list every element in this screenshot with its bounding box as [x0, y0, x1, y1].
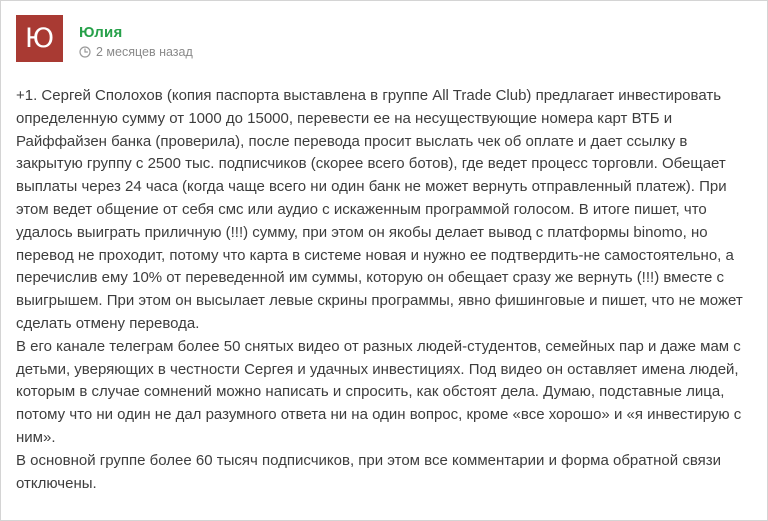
- comment-time: [79, 45, 193, 59]
- avatar[interactable]: Ю: [16, 15, 63, 62]
- clock-icon: [79, 46, 91, 58]
- comment-paragraph: +1. Сергей Сполохов (копия паспорта выставлена в группе All Trade Club) предлагает инвестировать определенную сумму от 1000 до 15000, перевести ее на несуществующие номера карт ВТБ и Райффайзен банка (проверила), после перевода просит выслать чек об оплате и дает ссылку в закрытую группу с 2500 тыс. подписчиков (скорее всего ботов), где ведет процесс торговли. Обещает выплаты через 24 часа (когда чаще всего ни один банк не может вернуть отправленный платеж). При этом ведет общение от себя смс или аудио с искаженным программой голосом. В итоге пишет, что удалось выиграть приличную (!!!) сумму, при этом он якобы делает вывод с платформы binomo, но перевод не проходит, потому что карта в системе новая и нужно ее подтвердить-не самостоятельно, а перечислив ему 10% от переведенной им суммы, которую он обещает сразу же вернуть (!!!) вместе с выигрышем. При этом он высылает левые скрины программы, явно фишинговые и пишет, что не может сделать отмену перевода.: [16, 87, 743, 332]
- timestamp: 2 месяцев назад: [96, 45, 193, 59]
- comment-header: [16, 15, 193, 65]
- author-name[interactable]: Юлия: [79, 24, 123, 41]
- comment-paragraph: В основной группе более 60 тысяч подписчиков, при этом все комментарии и форма обратной связи отключены.: [16, 451, 721, 492]
- comment-meta: [79, 15, 193, 59]
- comment-paragraph: В его канале телеграм более 50 снятых видео от разных людей-студентов, семейных пар и даже мам с детьми, уверяющих в честности Сергея и удачных инвестициях. Под видео он оставляет имена людей, которым в случае сомнений можно написать и спросить, как обстоят дела. Думаю, подставные лица, потому что ни один не дал разумного ответа ни на один вопрос, кроме «все хорошо» и «я инвестирую с ним».: [16, 337, 742, 446]
- comment-body: [16, 85, 758, 495]
